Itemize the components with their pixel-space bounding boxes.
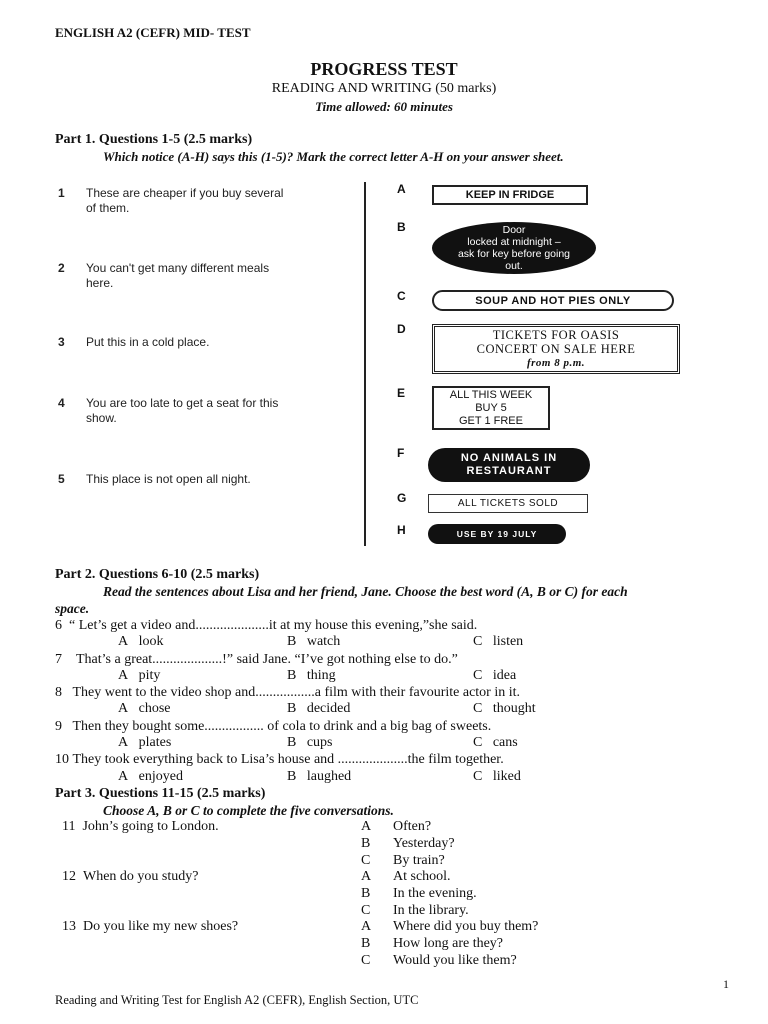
option-letter: A: [361, 819, 372, 834]
part2-instruction: Read the sentences about Lisa and her friend, Jane. Choose the best word (A, B or C) for each: [103, 584, 628, 599]
notice-letter: G: [397, 491, 407, 505]
question-text: They went to the video shop and.................a film with their favourite actor in it.: [72, 685, 521, 700]
part1-instruction: Which notice (A-H) says this (1-5)? Mark the correct letter A-H on your answer sheet.: [103, 149, 564, 164]
notice-soup-and-pies: SOUP AND HOT PIES ONLY: [432, 290, 674, 311]
question-text: This place is not open all night.: [86, 472, 251, 486]
notice-letter: D: [397, 322, 406, 336]
option-letter: B: [361, 886, 371, 901]
question-text: They took everything back to Lisa’s house and ....................the film together.: [72, 752, 504, 767]
option-text: How long are they?: [393, 936, 504, 951]
option-b: [287, 701, 350, 717]
option-letter: C: [473, 668, 483, 683]
question-text: That’s a great....................!” said Jane. “I’ve got nothing else to do.”: [76, 652, 458, 667]
page-footer: Reading and Writing Test for English A2 (CEFR), English Section, UTC: [55, 993, 419, 1007]
option-text: thought: [492, 701, 536, 716]
option-text: look: [138, 634, 164, 649]
page-subtitle: READING AND WRITING (50 marks): [271, 81, 497, 96]
notice-tickets-sold: ALL TICKETS SOLD: [428, 494, 588, 513]
option-letter: A: [118, 735, 129, 750]
option-letter: B: [287, 769, 297, 784]
option-letter: C: [361, 903, 371, 918]
option-c: [361, 903, 469, 919]
option-letter: A: [118, 769, 129, 784]
question-text: Then they bought some................. of cola to drink and a big bag of sweets.: [72, 719, 492, 734]
option-a: [361, 869, 451, 885]
option-text: By train?: [393, 853, 445, 868]
option-c: [473, 668, 516, 684]
question-number: 7: [55, 652, 62, 667]
notice-line: from 8 p.m.: [526, 357, 586, 369]
option-a: [361, 919, 538, 935]
option-c: [473, 769, 521, 785]
question-number: 6: [55, 618, 62, 633]
test-header: ENGLISH A2 (CEFR) MID- TEST: [55, 25, 251, 40]
option-text: plates: [138, 735, 172, 750]
option-b: [287, 634, 340, 650]
option-c: [361, 953, 517, 969]
question-number: 11: [62, 819, 76, 834]
question-number: 8: [55, 685, 62, 700]
part2-question: [55, 618, 477, 634]
option-b: [361, 936, 503, 952]
notice-letter: B: [397, 220, 406, 234]
option-letter: B: [287, 701, 297, 716]
option-letter: B: [361, 836, 371, 851]
option-letter: C: [473, 769, 483, 784]
question-number: 12: [62, 869, 76, 884]
part2-question: [55, 752, 504, 768]
option-a: [118, 701, 171, 717]
option-a: [118, 668, 160, 684]
notice-concert-tickets: [432, 324, 680, 374]
option-text: Often?: [393, 819, 432, 834]
notice-letter: H: [397, 523, 406, 537]
part3-question: [62, 919, 238, 935]
option-text: At school.: [393, 869, 451, 884]
notice-letter: A: [397, 182, 406, 196]
part3-question: [62, 819, 219, 835]
page-number: 1: [723, 977, 729, 991]
option-letter: C: [473, 701, 483, 716]
option-letter: B: [287, 634, 297, 649]
option-text: thing: [306, 668, 336, 683]
notice-letter: E: [397, 386, 406, 400]
option-text: Would you like them?: [393, 953, 517, 968]
option-a: [361, 819, 431, 835]
option-letter: C: [473, 634, 483, 649]
option-letter: B: [287, 735, 297, 750]
option-text: cans: [492, 735, 518, 750]
part2-question: [55, 685, 520, 701]
time-allowed: Time allowed: 60 minutes: [315, 99, 453, 114]
option-b: [361, 836, 455, 852]
option-text: Where did you buy them?: [393, 919, 539, 934]
option-text: listen: [492, 634, 524, 649]
option-text: enjoyed: [138, 769, 183, 784]
option-text: liked: [492, 769, 521, 784]
part1-heading: Part 1. Questions 1-5 (2.5 marks): [55, 132, 253, 147]
question-text: John’s going to London.: [82, 819, 219, 834]
question-text: Put this in a cold place.: [86, 335, 210, 349]
option-b: [287, 668, 336, 684]
notice-use-by: USE BY 19 JULY: [428, 524, 566, 544]
option-b: [287, 735, 333, 751]
option-letter: A: [361, 869, 372, 884]
option-letter: B: [361, 936, 371, 951]
part2-heading: Part 2. Questions 6-10 (2.5 marks): [55, 567, 260, 582]
option-text: chose: [138, 701, 171, 716]
question-number: 3: [58, 335, 65, 349]
notice-letter: F: [397, 446, 405, 460]
question-text: These are cheaper if you buy several of them.: [86, 186, 284, 215]
question-text: “ Let’s get a video and.....................it at my house this evening,”she said.: [69, 618, 478, 633]
question-number: 10: [55, 752, 69, 767]
part2-question: [55, 652, 458, 668]
option-letter: C: [473, 735, 483, 750]
notice-no-animals: NO ANIMALS IN RESTAURANT: [428, 448, 590, 482]
notice-letter: C: [397, 289, 406, 303]
part2-instruction-cont: space.: [55, 601, 90, 616]
option-text: In the evening.: [393, 886, 477, 901]
option-letter: A: [361, 919, 372, 934]
option-c: [473, 701, 536, 717]
question-text: When do you study?: [83, 869, 199, 884]
question-number: 4: [58, 396, 65, 410]
option-c: [473, 634, 523, 650]
option-b: [287, 769, 351, 785]
option-text: In the library.: [393, 903, 469, 918]
question-number: 13: [62, 919, 76, 934]
part3-question: [62, 869, 198, 885]
option-c: [361, 853, 445, 869]
option-c: [473, 735, 518, 751]
question-number: 2: [58, 261, 65, 275]
question-number: 5: [58, 472, 65, 486]
option-text: cups: [306, 735, 333, 750]
question-text: Do you like my new shoes?: [83, 919, 239, 934]
option-letter: A: [118, 668, 129, 683]
option-letter: C: [361, 953, 371, 968]
notice-keep-in-fridge: KEEP IN FRIDGE: [432, 185, 588, 205]
question-number: 1: [58, 186, 65, 200]
option-text: Yesterday?: [393, 836, 455, 851]
option-a: [118, 735, 171, 751]
notice-line: TICKETS FOR OASIS: [492, 328, 620, 342]
part3-heading: Part 3. Questions 11-15 (2.5 marks): [55, 786, 266, 801]
option-text: pity: [138, 668, 161, 683]
notice-line: CONCERT ON SALE HERE: [476, 342, 636, 356]
question-number: 9: [55, 719, 62, 734]
notice-door-locked: Door locked at midnight – ask for key before going out.: [432, 222, 596, 274]
part2-question: [55, 719, 491, 735]
question-text: You can't get many different meals here.: [86, 261, 270, 290]
option-letter: B: [287, 668, 297, 683]
option-a: [118, 769, 183, 785]
option-text: watch: [306, 634, 341, 649]
option-text: laughed: [306, 769, 352, 784]
question-text: You are too late to get a seat for this show.: [86, 396, 279, 425]
column-divider: [364, 182, 366, 546]
option-a: [118, 634, 164, 650]
option-letter: A: [118, 701, 129, 716]
option-letter: C: [361, 853, 371, 868]
option-letter: A: [118, 634, 129, 649]
page-title: PROGRESS TEST: [310, 59, 458, 79]
option-text: idea: [492, 668, 517, 683]
option-b: [361, 886, 477, 902]
part3-instruction: Choose A, B or C to complete the five conversations.: [103, 803, 394, 818]
notice-buy-5-get-1: ALL THIS WEEK BUY 5 GET 1 FREE: [432, 386, 550, 430]
option-text: decided: [306, 701, 351, 716]
